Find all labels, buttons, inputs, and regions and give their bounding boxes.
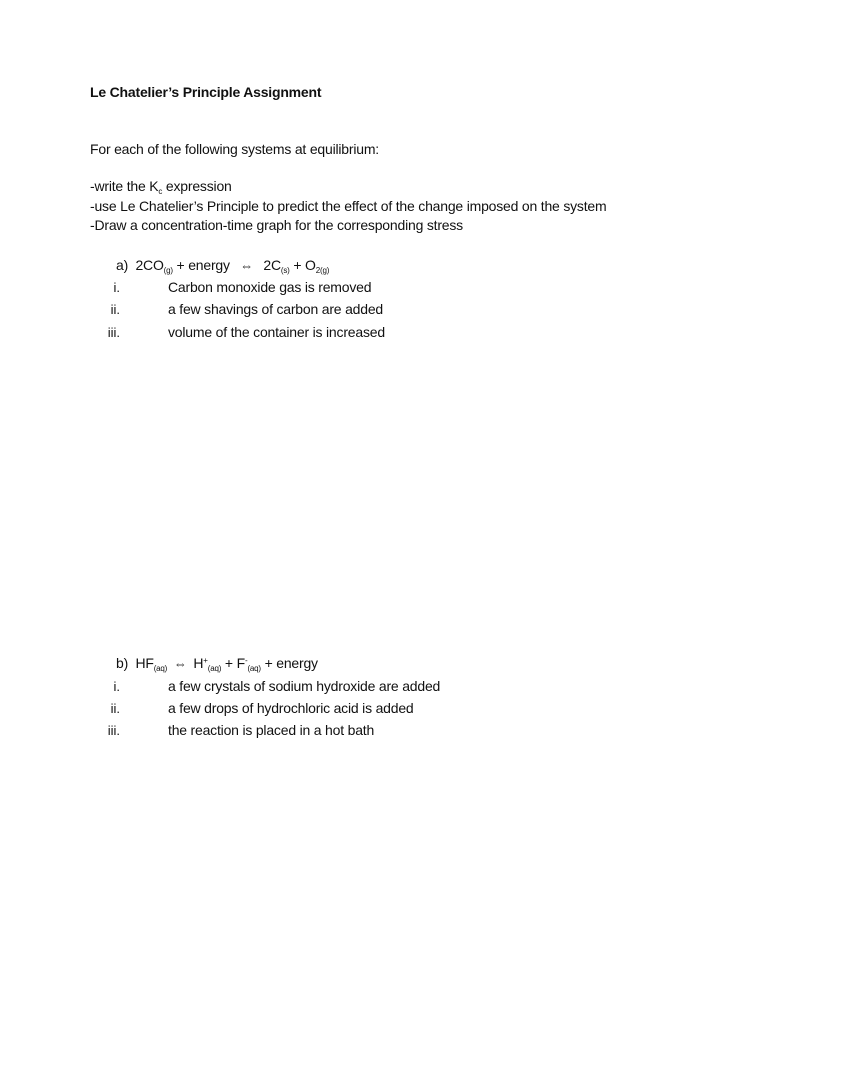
list-item: volume of the container is increased <box>168 324 385 340</box>
list-numeral: i. <box>113 679 120 694</box>
equation-a <box>116 257 329 275</box>
instruction-kc-prefix: -write the K <box>90 178 159 194</box>
page-title: Le Chatelier’s Principle Assignment <box>90 84 322 100</box>
equation-b-product-1-charge: + <box>203 656 208 665</box>
list-numeral: i. <box>113 280 120 295</box>
equation-a-label: a) <box>116 257 129 273</box>
list-item: a few shavings of carbon are added <box>168 301 384 317</box>
instruction-kc <box>90 178 232 196</box>
instruction-kc-suffix: expression <box>162 178 232 194</box>
equation-a-energy: + energy <box>176 257 230 273</box>
equation-b-product-2: F <box>236 655 245 671</box>
equation-a-reactant-state: (g) <box>163 266 173 275</box>
equilibrium-arrow-b: ⇔ <box>173 656 187 671</box>
equation-a-product-1: 2C <box>263 257 281 273</box>
equation-b <box>116 655 318 673</box>
equation-b-plus: + <box>224 655 233 671</box>
equation-b-reactant-state: (aq) <box>153 664 168 673</box>
list-item: Carbon monoxide gas is removed <box>168 279 372 295</box>
intro-text: For each of the following systems at equilibrium: <box>90 141 379 157</box>
list-item: the reaction is placed in a hot bath <box>168 722 375 738</box>
equilibrium-arrow-a: ⇔ <box>240 258 254 273</box>
list-item: a few crystals of sodium hydroxide are added <box>168 678 441 694</box>
list-numeral: ii. <box>110 302 120 317</box>
equation-b-product-1: H <box>193 655 204 671</box>
equation-a-product-2-state: 2(g) <box>315 266 330 275</box>
equation-a-product-2: O <box>305 257 316 273</box>
equation-a-plus: + <box>293 257 302 273</box>
equation-b-energy: + energy <box>264 655 318 671</box>
equation-b-product-1-state: (aq) <box>207 664 222 673</box>
list-item: a few drops of hydrochloric acid is added <box>168 700 414 716</box>
equation-b-label: b) <box>116 655 129 671</box>
equation-a-reactant: 2CO <box>135 257 164 273</box>
list-numeral: iii. <box>107 723 120 738</box>
instruction-predict: -use Le Chatelier’s Principle to predict the effect of the change imposed on the system <box>90 198 607 214</box>
instruction-kc-subscript: c <box>158 187 163 196</box>
equation-b-product-2-state: (aq) <box>247 664 261 673</box>
instruction-graph: -Draw a concentration-time graph for the corresponding stress <box>90 217 463 233</box>
equation-b-reactant: HF <box>135 655 154 671</box>
equation-b-product-2-charge: - <box>244 656 248 665</box>
list-numeral: ii. <box>110 701 120 716</box>
list-numeral: iii. <box>107 325 120 340</box>
equation-a-product-1-state: (s) <box>280 266 290 275</box>
